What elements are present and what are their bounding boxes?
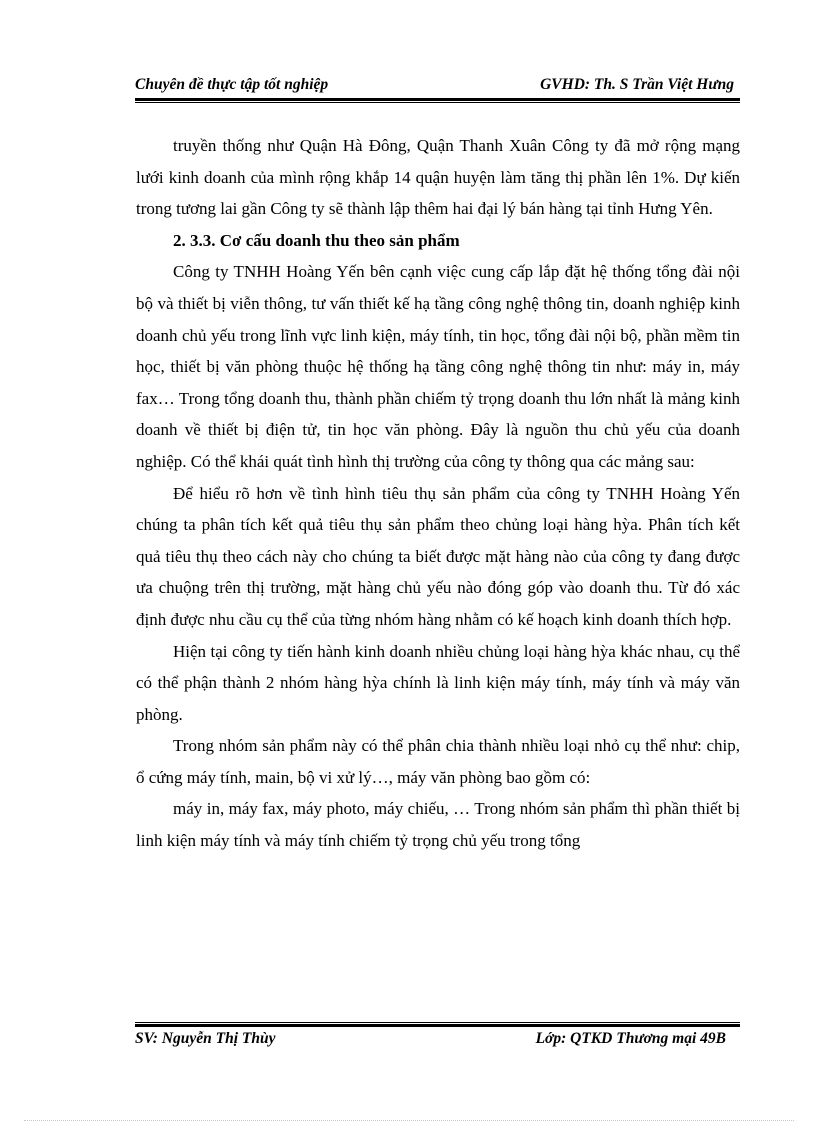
header-rule-thin xyxy=(135,102,740,103)
header-rule xyxy=(135,98,740,101)
section-heading: 2. 3.3. Cơ cấu doanh thu theo sản phẩm xyxy=(173,230,460,250)
paragraph-4: Hiện tại công ty tiến hành kinh doanh nhiều chủng loại hàng hỳa khác nhau, cụ thể có thể phận thành 2 nhóm hàng hỳa chính là linh kiện máy tính, máy tính và máy văn phòng. xyxy=(136,641,740,724)
footer-rule xyxy=(135,1024,740,1027)
paragraph-5: Trong nhóm sản phẩm này có thể phân chia thành nhiều loại nhỏ cụ thể như: chip, ổ cứng máy tính, main, bộ vi xử lý…, máy văn phòng bao gồm có: xyxy=(136,736,740,787)
header-document-title: Chuyên đề thực tập tốt nghiệp xyxy=(135,76,329,93)
page-footer xyxy=(135,1028,740,1052)
page-header xyxy=(135,74,740,98)
footer-student: SV: Nguyễn Thị Thùy xyxy=(135,1030,276,1047)
paragraph-1: truyền thống như Quận Hà Đông, Quận Thanh Xuân Công ty đã mở rộng mạng lưới kinh doanh của mình rộng khắp 14 quận huyện làm tăng thị phần lên 1%. Dự kiến trong tương lai gần Công ty sẽ thành lập thêm hai đại lý bán hàng tại tỉnh Hưng Yên. xyxy=(136,136,740,219)
footer-class: Lớp: QTKD Thương mại 49B xyxy=(535,1030,726,1047)
paragraph-3: Để hiểu rõ hơn về tình hình tiêu thụ sản phẩm của công ty TNHH Hoàng Yến chúng ta phân tích kết quả tiêu thụ sản phẩm theo chủng loại hàng hỳa. Phân tích kết quả tiêu thụ theo cách này cho chúng ta biết được mặt hàng nào của công ty đang được ưa chuộng trên thị trường, mặt hàng chủ yếu nào đóng góp vào doanh thu. Từ đó xác định được nhu cầu cụ thể của từng nhóm hàng nhằm có kế hoạch kinh doanh thích hợp. xyxy=(136,483,740,629)
header-supervisor: GVHD: Th. S Trần Việt Hưng xyxy=(540,76,734,93)
paragraph-2: Công ty TNHH Hoàng Yến bên cạnh việc cung cấp lắp đặt hệ thống tổng đài nội bộ và thiết bị viễn thông, tư vấn thiết kế hạ tầng công nghệ thông tin, doanh nghiệp kinh doanh chủ yếu trong lĩnh vực linh kiện, máy tính, tin học, tổng đài nội bộ, phần mềm tin học, thiết bị văn phòng thuộc hệ thống hạ tầng công nghệ thông tin như: máy in, máy fax… Trong tổng doanh thu, thành phần chiếm tỷ trọng doanh thu lớn nhất là mảng kinh doanh về thiết bị điện tử, tin học văn phòng. Đây là nguồn thu chủ yếu của doanh nghiệp. Có thể khái quát tình hình thị trường của công ty thông qua các mảng sau: xyxy=(136,262,740,471)
paragraph-6: máy in, máy fax, máy photo, máy chiếu, … Trong nhóm sản phẩm thì phần thiết bị linh kiện máy tính và máy tính chiếm tỷ trọng chủ yếu trong tổng xyxy=(136,799,740,851)
body-text xyxy=(136,130,740,857)
page-edge xyxy=(24,1120,794,1121)
footer-rule-thin xyxy=(135,1022,740,1023)
